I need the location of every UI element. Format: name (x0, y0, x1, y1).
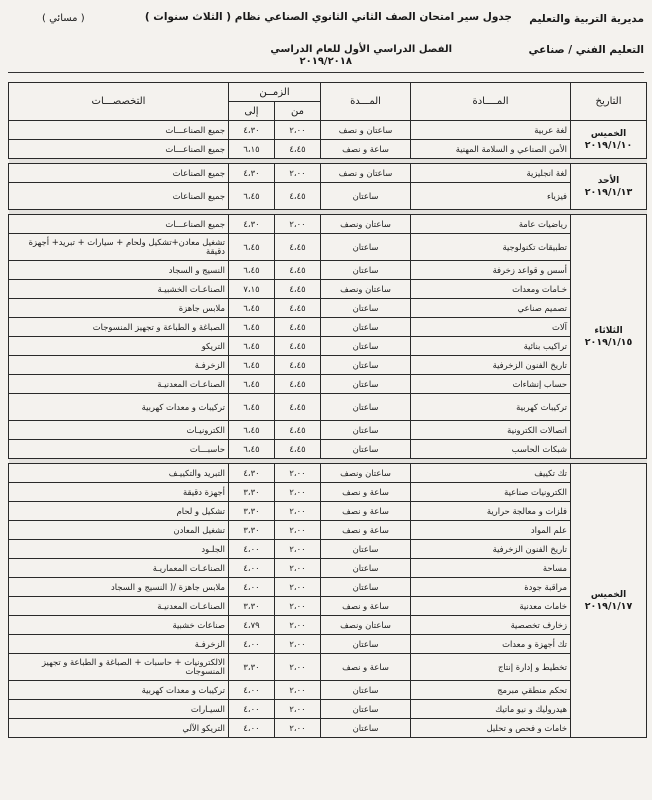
specializations-cell: حاسبـــات (9, 440, 229, 459)
duration-cell: ساعتان (321, 299, 411, 318)
col-header-subject: المــــادة (411, 83, 571, 121)
start-time-cell: ٢،٠٠ (275, 681, 321, 700)
start-time-cell: ٢،٠٠ (275, 578, 321, 597)
subject-cell: اتصالات الكترونية (411, 421, 571, 440)
table-row (9, 521, 647, 540)
end-time-cell: ٦،٤٥ (229, 234, 275, 261)
duration-cell: ساعتان (321, 356, 411, 375)
duration-cell: ساعتان (321, 183, 411, 210)
specializations-cell: التريكو الآلي (9, 719, 229, 738)
specializations-cell: الزخرفـة (9, 356, 229, 375)
start-time-cell: ٢،٠٠ (275, 616, 321, 635)
end-time-cell: ٤،٣٠ (229, 121, 275, 140)
start-time-cell: ٢،٠٠ (275, 521, 321, 540)
exam-day-name: الثلاثاء (594, 325, 623, 336)
duration-cell: ساعة و نصف (321, 483, 411, 502)
end-time-cell: ٤،٣٠ (229, 164, 275, 183)
start-time-cell: ٢،٠٠ (275, 654, 321, 681)
subject-cell: خامات و فحص و تحليل (411, 719, 571, 738)
duration-cell: ساعتان (321, 559, 411, 578)
end-time-cell: ٣،٣٠ (229, 483, 275, 502)
end-time-cell: ٤،٣٠ (229, 464, 275, 483)
specializations-cell: أجهزة دقيقة (9, 483, 229, 502)
duration-cell: ساعتان (321, 261, 411, 280)
table-row (9, 654, 647, 681)
specializations-cell: تركيبات و معدات كهربية (9, 681, 229, 700)
table-row (9, 337, 647, 356)
exam-day-name: الخميس (590, 128, 627, 139)
start-time-cell: ٢،٠٠ (275, 700, 321, 719)
col-header-from: من (275, 102, 321, 121)
end-time-cell: ٤،٠٠ (229, 700, 275, 719)
subject-cell: أسس و قواعد زخرفة (411, 261, 571, 280)
table-row (9, 140, 647, 159)
duration-cell: ساعتان (321, 719, 411, 738)
duration-cell: ساعتان (321, 540, 411, 559)
subject-cell: تحكم منطقي مبرمج (411, 681, 571, 700)
specializations-cell: جميع الصناعـــات (9, 215, 229, 234)
table-row (9, 464, 647, 483)
end-time-cell: ٣،٣٠ (229, 502, 275, 521)
end-time-cell: ٣،٣٠ (229, 521, 275, 540)
duration-cell: ساعة و نصف (321, 597, 411, 616)
start-time-cell: ٤،٤٥ (275, 421, 321, 440)
duration-cell: ساعتان (321, 234, 411, 261)
specializations-cell: النسيج و السجاد (9, 261, 229, 280)
end-time-cell: ٤،٧٩ (229, 616, 275, 635)
end-time-cell: ٦،٤٥ (229, 337, 275, 356)
subject-cell: تطبيقات تكنولوجية (411, 234, 571, 261)
subject-cell: الكترونيات صناعية (411, 483, 571, 502)
subject-cell: آلات (411, 318, 571, 337)
start-time-cell: ٤،٤٥ (275, 280, 321, 299)
subject-cell: رياضيات عامة (411, 215, 571, 234)
end-time-cell: ٤،٠٠ (229, 540, 275, 559)
specializations-cell: الصناعـات المعدنيـة (9, 375, 229, 394)
exam-date: ٢٠١٩/١/١٥ (584, 336, 633, 348)
duration-cell: ساعة و نصف (321, 502, 411, 521)
start-time-cell: ٢،٠٠ (275, 597, 321, 616)
start-time-cell: ٤،٤٥ (275, 140, 321, 159)
end-time-cell: ٦،٤٥ (229, 318, 275, 337)
specializations-cell: السيـارات (9, 700, 229, 719)
table-row (9, 421, 647, 440)
end-time-cell: ٣،٣٠ (229, 597, 275, 616)
specializations-cell: جميع الصناعات (9, 164, 229, 183)
start-time-cell: ٤،٤٥ (275, 440, 321, 459)
table-row (9, 299, 647, 318)
duration-cell: ساعتان (321, 318, 411, 337)
end-time-cell: ٦،٤٥ (229, 183, 275, 210)
subject-cell: تك تكييف (411, 464, 571, 483)
table-row (9, 616, 647, 635)
end-time-cell: ٤،٠٠ (229, 559, 275, 578)
duration-cell: ساعتان ونصف (321, 215, 411, 234)
table-row (9, 540, 647, 559)
exam-date: ٢٠١٩/١/١٣ (584, 186, 633, 198)
semester-label: الفصل الدراسي الأول للعام الدراسي (270, 44, 452, 55)
specializations-cell: الكترونيـات (9, 421, 229, 440)
start-time-cell: ٢،٠٠ (275, 215, 321, 234)
start-time-cell: ٤،٤٥ (275, 337, 321, 356)
schedule-body (9, 121, 647, 738)
specializations-cell: تشكيل و لحام (9, 502, 229, 521)
duration-cell: ساعتان و نصف (321, 164, 411, 183)
subject-cell: حساب إنشاءات (411, 375, 571, 394)
table-row (9, 559, 647, 578)
table-row (9, 375, 647, 394)
schedule-table (8, 82, 647, 738)
exam-day-name: الأحد (597, 175, 620, 186)
col-header-duration: المـــدة (321, 83, 411, 121)
table-row (9, 700, 647, 719)
subject-cell: تصميم صناعي (411, 299, 571, 318)
subject-cell: تراكيب بنائية (411, 337, 571, 356)
duration-cell: ساعتان و نصف (321, 121, 411, 140)
exam-day-cell (571, 215, 647, 459)
start-time-cell: ٤،٤٥ (275, 261, 321, 280)
table-row (9, 394, 647, 421)
start-time-cell: ٤،٤٥ (275, 183, 321, 210)
specializations-cell: الصناعـات المعماريـة (9, 559, 229, 578)
document-title: جدول سير امتحان الصف الثاني الثانوي الصناعي نظام ( الثلاث سنوات ) (144, 11, 512, 23)
subject-cell: فلزات و معالجة حرارية (411, 502, 571, 521)
department-label: التعليم الفني / صناعي (528, 44, 644, 56)
academic-year: ٢٠١٩/٢٠١٨ (299, 56, 352, 67)
duration-cell: ساعتان (321, 337, 411, 356)
exam-date: ٢٠١٩/١/١٧ (584, 600, 633, 612)
start-time-cell: ٤،٤٥ (275, 394, 321, 421)
table-row (9, 121, 647, 140)
subject-cell: خامات معدنية (411, 597, 571, 616)
shift-label: ( مسائي ) (42, 13, 85, 24)
start-time-cell: ٤،٤٥ (275, 356, 321, 375)
duration-cell: ساعتان (321, 375, 411, 394)
duration-cell: ساعتان ونصف (321, 464, 411, 483)
table-row (9, 215, 647, 234)
specializations-cell: الصباغة و الطباعة و تجهيز المنسوجات (9, 318, 229, 337)
table-row (9, 597, 647, 616)
end-time-cell: ٦،٤٥ (229, 261, 275, 280)
duration-cell: ساعة و نصف (321, 654, 411, 681)
end-time-cell: ٦،١٥ (229, 140, 275, 159)
start-time-cell: ٤،٤٥ (275, 299, 321, 318)
subject-cell: لغة عربية (411, 121, 571, 140)
start-time-cell: ٢،٠٠ (275, 164, 321, 183)
end-time-cell: ٦،٤٥ (229, 440, 275, 459)
subject-cell: لغة انجليزية (411, 164, 571, 183)
duration-cell: ساعتان ونصف (321, 280, 411, 299)
specializations-cell: التبريد والتكييـف (9, 464, 229, 483)
table-row (9, 502, 647, 521)
table-row (9, 164, 647, 183)
end-time-cell: ٤،٠٠ (229, 719, 275, 738)
start-time-cell: ٢،٠٠ (275, 719, 321, 738)
start-time-cell: ٢،٠٠ (275, 483, 321, 502)
duration-cell: ساعتان (321, 394, 411, 421)
specializations-cell: جميع الصناعـــات (9, 121, 229, 140)
col-header-to: إلى (229, 102, 275, 121)
table-row (9, 635, 647, 654)
subject-cell: تك أجهزة و معدات (411, 635, 571, 654)
end-time-cell: ٣،٣٠ (229, 654, 275, 681)
specializations-cell: جميع الصناعات (9, 183, 229, 210)
table-row (9, 440, 647, 459)
duration-cell: ساعتان (321, 635, 411, 654)
table-row (9, 261, 647, 280)
specializations-cell: الصناعـات المعدنيـة (9, 597, 229, 616)
subject-cell: علم المواد (411, 521, 571, 540)
subject-cell: زخارف تخصصية (411, 616, 571, 635)
specializations-cell: الزخرفـة (9, 635, 229, 654)
table-row (9, 356, 647, 375)
end-time-cell: ٤،٠٠ (229, 635, 275, 654)
duration-cell: ساعتان (321, 681, 411, 700)
start-time-cell: ٢،٠٠ (275, 502, 321, 521)
duration-cell: ساعتان (321, 421, 411, 440)
col-header-time: الزمــن (229, 83, 321, 102)
subject-cell: الأمن الصناعي و السلامة المهنية (411, 140, 571, 159)
duration-cell: ساعة و نصف (321, 140, 411, 159)
subject-cell: فيزياء (411, 183, 571, 210)
col-header-specs: التخصصـــات (9, 83, 229, 121)
end-time-cell: ٦،٤٥ (229, 299, 275, 318)
table-row (9, 681, 647, 700)
end-time-cell: ٧،١٥ (229, 280, 275, 299)
specializations-cell: الالكترونيات + حاسبات + الصباغة و الطباعة و تجهيز المنسوجات (9, 654, 229, 681)
start-time-cell: ٢،٠٠ (275, 635, 321, 654)
subject-cell: تركيبات كهربية (411, 394, 571, 421)
duration-cell: ساعتان (321, 700, 411, 719)
start-time-cell: ٤،٤٥ (275, 375, 321, 394)
exam-day-cell (571, 121, 647, 159)
start-time-cell: ٤،٤٥ (275, 318, 321, 337)
duration-cell: ساعتان ونصف (321, 616, 411, 635)
duration-cell: ساعة و نصف (321, 521, 411, 540)
table-row (9, 719, 647, 738)
exam-date: ٢٠١٩/١/١٠ (584, 139, 633, 151)
end-time-cell: ٦،٤٥ (229, 375, 275, 394)
subject-cell: شبكات الحاسب (411, 440, 571, 459)
start-time-cell: ٢،٠٠ (275, 121, 321, 140)
table-row (9, 318, 647, 337)
start-time-cell: ٢،٠٠ (275, 540, 321, 559)
specializations-cell: صناعات خشبية (9, 616, 229, 635)
table-row (9, 483, 647, 502)
specializations-cell: ملابس جاهزة /( النسيج و السجاد (9, 578, 229, 597)
exam-day-cell (571, 464, 647, 738)
start-time-cell: ٢،٠٠ (275, 559, 321, 578)
specializations-cell: ملابس جاهزة (9, 299, 229, 318)
col-header-date: التاريخ (571, 83, 647, 121)
end-time-cell: ٦،٤٥ (229, 356, 275, 375)
table-row (9, 183, 647, 210)
end-time-cell: ٤،٠٠ (229, 681, 275, 700)
table-row (9, 578, 647, 597)
specializations-cell: تشغيل المعادن (9, 521, 229, 540)
table-row (9, 234, 647, 261)
header-divider (8, 72, 644, 73)
start-time-cell: ٤،٤٥ (275, 234, 321, 261)
table-row (9, 280, 647, 299)
subject-cell: مراقبة جودة (411, 578, 571, 597)
specializations-cell: الجلـود (9, 540, 229, 559)
subject-cell: مساحة (411, 559, 571, 578)
specializations-cell: الصناعـات الخشبيـة (9, 280, 229, 299)
subject-cell: تاريخ الفنون الزخرفية (411, 540, 571, 559)
ministry-label: مديرية التربية والتعليم (529, 13, 644, 25)
duration-cell: ساعتان (321, 440, 411, 459)
end-time-cell: ٦،٤٥ (229, 421, 275, 440)
end-time-cell: ٤،٣٠ (229, 215, 275, 234)
subject-cell: تخطيط و إدارة إنتاج (411, 654, 571, 681)
subject-cell: تاريخ الفنون الزخرفية (411, 356, 571, 375)
start-time-cell: ٢،٠٠ (275, 464, 321, 483)
specializations-cell: التريكو (9, 337, 229, 356)
end-time-cell: ٦،٤٥ (229, 394, 275, 421)
specializations-cell: تركيبات و معدات كهربية (9, 394, 229, 421)
end-time-cell: ٤،٠٠ (229, 578, 275, 597)
exam-day-cell (571, 164, 647, 210)
specializations-cell: جميع الصناعـــات (9, 140, 229, 159)
specializations-cell: تشغيل معادن+تشكيل ولحام + سيارات + تبريد+ أجهزة دقيقة (9, 234, 229, 261)
duration-cell: ساعتان (321, 578, 411, 597)
exam-day-name: الخميس (590, 589, 627, 600)
subject-cell: خـامات ومعدات (411, 280, 571, 299)
subject-cell: هيدروليك و نيو ماتيك (411, 700, 571, 719)
